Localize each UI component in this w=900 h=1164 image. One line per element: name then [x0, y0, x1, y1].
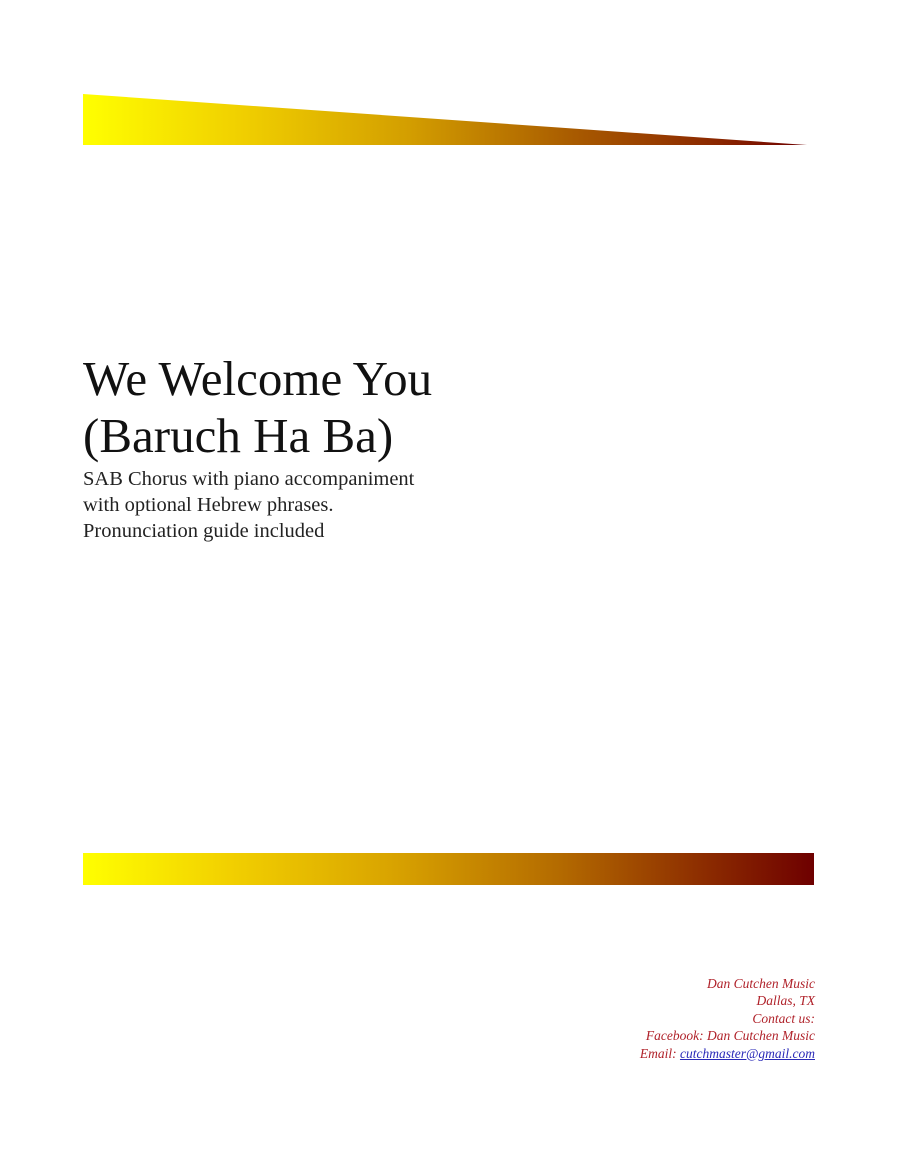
- email-line: [640, 1045, 815, 1062]
- subtitle-line-2: with optional Hebrew phrases.: [83, 494, 334, 516]
- email-label: Email:: [639, 1045, 680, 1061]
- page-title-line-2: (Baruch Ha Ba): [83, 408, 394, 463]
- publisher-location: Dallas, TX: [756, 993, 815, 1009]
- subtitle: [83, 466, 683, 544]
- email-link[interactable]: cutchmaster@gmail.com: [679, 1045, 815, 1061]
- publisher-name: Dan Cutchen Music: [707, 976, 815, 991]
- bottom-decorative-band: [83, 853, 814, 885]
- contact-block: [640, 975, 815, 1062]
- contact-label: Contact us:: [752, 1010, 815, 1026]
- subtitle-line-1: SAB Chorus with piano accompaniment: [83, 468, 415, 490]
- top-decorative-wedge: [83, 94, 807, 146]
- subtitle-line-3: Pronunciation guide included: [83, 520, 325, 542]
- title-block: [83, 350, 683, 544]
- facebook-line: Facebook: Dan Cutchen Music: [645, 1028, 815, 1044]
- page-title-line-1: We Welcome You: [83, 351, 433, 406]
